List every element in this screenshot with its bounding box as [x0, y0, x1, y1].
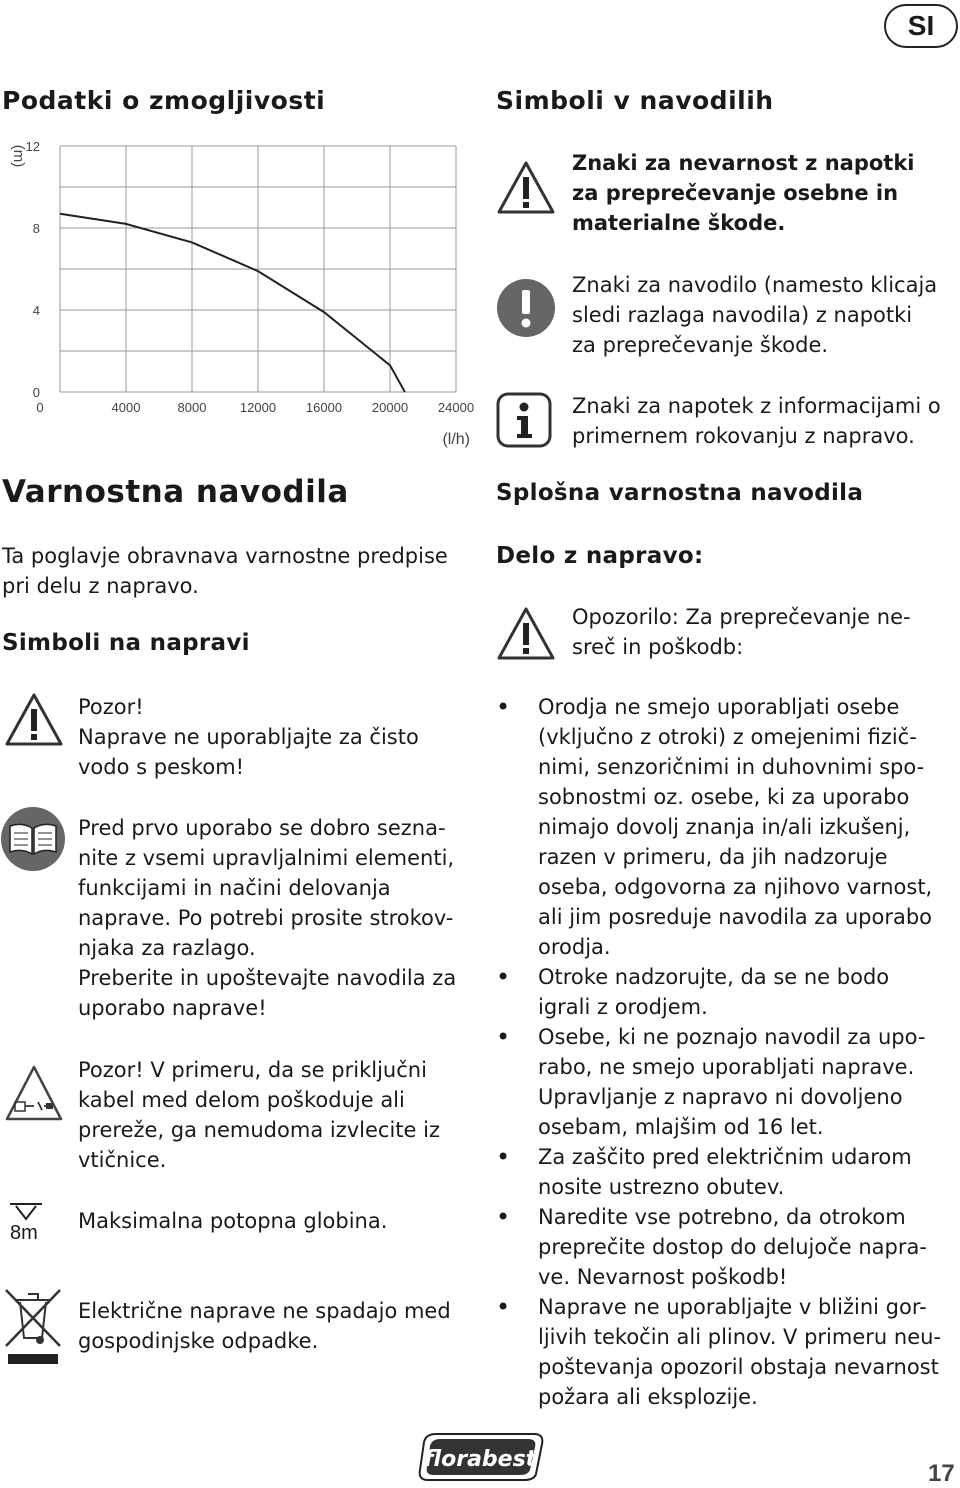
bullet-line: razen v primeru, da jih nadzoruje: [538, 845, 888, 869]
bullet-line: preprečite dostop do delujoče napra-: [538, 1235, 927, 1259]
symbol-text-line: naprave. Po potrebi prosite strokov-: [78, 906, 454, 930]
symbol-text-line: nite z vsemi upravljalnimi elementi,: [78, 846, 455, 870]
safety-bullet-list: [496, 692, 956, 1412]
manual-symbols-heading: Simboli v navodilih: [496, 86, 774, 115]
danger-symbol-text: [572, 148, 914, 238]
symbol-text-line: materialne škode.: [572, 211, 786, 235]
chart-y-tick-label: 0: [32, 385, 40, 400]
symbol-sand-water-text: [78, 692, 419, 782]
bullet-line: oseba, odgovorna za njihovo varnost,: [538, 875, 933, 899]
crossed-bin-weee-icon: [2, 1284, 64, 1366]
read-manual-book-icon: [0, 806, 66, 872]
bullet-line: • Naprave ne uporabljajte v bližini gor-: [538, 1295, 927, 1319]
chart-x-tick-label: 8000: [177, 400, 207, 415]
symbol-depth-text: [78, 1206, 387, 1236]
symbol-text-line: za preprečevanje škode.: [572, 333, 829, 357]
bullet-line: • Osebe, ki ne poznajo navodil za upo-: [538, 1025, 926, 1049]
chart-x-tick-label: 16000: [305, 400, 343, 415]
symbol-text-line: vodo s peskom!: [78, 755, 245, 779]
warning-text-line: Opozorilo: Za preprečevanje ne-: [572, 605, 911, 629]
bullet-line: nosite ustrezno obutev.: [538, 1175, 785, 1199]
list-item: [496, 962, 956, 1022]
chart-x-axis-label: (l/h): [442, 431, 470, 448]
warning-triangle-icon: [496, 160, 556, 216]
florabest-logo: [416, 1430, 548, 1482]
symbol-text-line: Znaki za nevarnost z napotki: [572, 151, 915, 175]
instruction-symbol-text: [572, 270, 937, 360]
safety-intro: [2, 541, 448, 601]
bullet-line: igrali z orodjem.: [538, 995, 708, 1019]
bullet-line: poštevanja opozoril obstaja nevarnost: [538, 1355, 939, 1379]
chart-x-tick-label: 12000: [239, 400, 277, 415]
symbol-text-line: uporabo naprave!: [78, 996, 267, 1020]
info-icon: [496, 392, 552, 448]
symbol-text-line: Znaki za napotek z informacijami o: [572, 394, 941, 418]
bullet-line: • Otroke nadzorujte, da se ne bodo: [538, 965, 890, 989]
bullet-line: sobnostmi oz. osebe, ki za uporabo: [538, 785, 910, 809]
symbol-text-line: Naprave ne uporabljajte za čisto: [78, 725, 419, 749]
chart-grid: [60, 146, 456, 392]
symbol-read-manual-text: [78, 813, 456, 1023]
warning-triangle-icon: [496, 606, 556, 662]
chart-y-tick-label: 8: [32, 221, 40, 236]
symbol-text-line: vtičnice.: [78, 1148, 167, 1172]
bullet-line: • Naredite vse potrebno, da otrokom: [538, 1205, 906, 1229]
warning-text: [572, 602, 911, 662]
bullet-line: ve. Nevarnost poškodb!: [538, 1265, 788, 1289]
symbol-text-line: kabel med delom poškoduje ali: [78, 1088, 405, 1112]
performance-chart: [0, 136, 476, 450]
chart-y-ticks: [26, 139, 40, 400]
exclamation-circle-icon: [496, 278, 556, 338]
list-item: [496, 1202, 956, 1292]
bullet-line: orodja.: [538, 935, 611, 959]
chart-x-tick-label: 20000: [371, 400, 409, 415]
symbol-text-line: Električne naprave ne spadajo med: [78, 1299, 451, 1323]
list-item: [496, 1292, 956, 1412]
symbol-text-line: Maksimalna potopna globina.: [78, 1209, 388, 1233]
chart-x-tick-label: 24000: [437, 400, 475, 415]
symbol-text-line: gospodinjske odpadke.: [78, 1329, 319, 1353]
symbol-text-line: Pozor! V primeru, da se priključni: [78, 1058, 427, 1082]
symbol-text-line: za preprečevanje osebne in: [572, 181, 899, 205]
symbol-text-line: Pozor!: [78, 695, 144, 719]
warning-text-line: sreč in poškodb:: [572, 635, 744, 659]
symbol-text-line: Preberite in upoštevajte navodila za: [78, 966, 457, 990]
symbol-text-line: funkcijami in načini delovanja: [78, 876, 391, 900]
bullet-line: požara ali eksplozije.: [538, 1385, 758, 1409]
bullet-line: ljivih tekočin ali plinov. V primeru neu-: [538, 1325, 941, 1349]
chart-series-curve: [60, 214, 405, 392]
symbol-text-line: Znaki za navodilo (namesto klicaja: [572, 273, 938, 297]
symbol-text-line: Pred prvo uporabo se dobro sezna-: [78, 816, 446, 840]
cable-damage-unplug-icon: [4, 1064, 64, 1124]
symbol-weee-text: [78, 1296, 451, 1356]
page-number: 17: [928, 1460, 955, 1487]
safety-intro-line: Ta poglavje obravnava varnostne predpise: [2, 544, 448, 568]
warning-triangle-icon: [4, 692, 64, 748]
safety-instructions-heading: Varnostna navodila: [2, 474, 349, 510]
device-symbols-heading: Simboli na napravi: [2, 630, 250, 656]
symbol-text-line: prereže, ga nemudoma izvlecite iz: [78, 1118, 440, 1142]
bullet-line: nimajo dovolj znanja in/ali izkušenj,: [538, 815, 911, 839]
chart-x-tick-label: 0: [36, 400, 44, 415]
list-item: [496, 1022, 956, 1142]
safety-intro-line: pri delu z napravo.: [2, 574, 199, 598]
general-safety-heading: Splošna varnostna navodila: [496, 480, 864, 506]
symbol-text-line: sledi razlaga navodila) z napotki: [572, 303, 913, 327]
logo-text: florabest: [423, 1447, 537, 1472]
symbol-text-line: njaka za razlago.: [78, 936, 256, 960]
bullet-line: • Orodja ne smejo uporabljati osebe: [538, 695, 900, 719]
list-item: [496, 1142, 956, 1202]
chart-y-tick-label: 12: [25, 139, 40, 154]
info-symbol-text: [572, 391, 941, 451]
language-badge: SI: [884, 4, 958, 48]
bullet-line: nimi, senzoričnimi in duhovnimi spo-: [538, 755, 925, 779]
bullet-line: Upravljanje z napravo ni dovoljeno: [538, 1085, 903, 1109]
symbol-cable-text: [78, 1055, 440, 1175]
work-with-device-heading: Delo z napravo:: [496, 543, 704, 569]
bullet-line: rabo, ne smejo uporabljati naprave.: [538, 1055, 915, 1079]
chart-x-tick-label: 4000: [111, 400, 141, 415]
performance-heading: Podatki o zmogljivosti: [2, 86, 326, 115]
bullet-line: ali jim posreduje navodila za uporabo: [538, 905, 933, 929]
bullet-line: • Za zaščito pred električnim udarom: [538, 1145, 912, 1169]
chart-y-axis-label: (m): [10, 144, 27, 168]
chart-y-tick-label: 4: [32, 303, 40, 318]
symbol-text-line: primernem rokovanju z napravo.: [572, 424, 915, 448]
chart-x-ticks: [36, 400, 474, 415]
max-depth-label: 8m: [10, 1222, 38, 1244]
bullet-line: (vključno z otroki) z omejenimi fizič-: [538, 725, 917, 749]
bullet-line: osebam, mlajšim od 16 let.: [538, 1115, 824, 1139]
list-item: [496, 692, 956, 962]
